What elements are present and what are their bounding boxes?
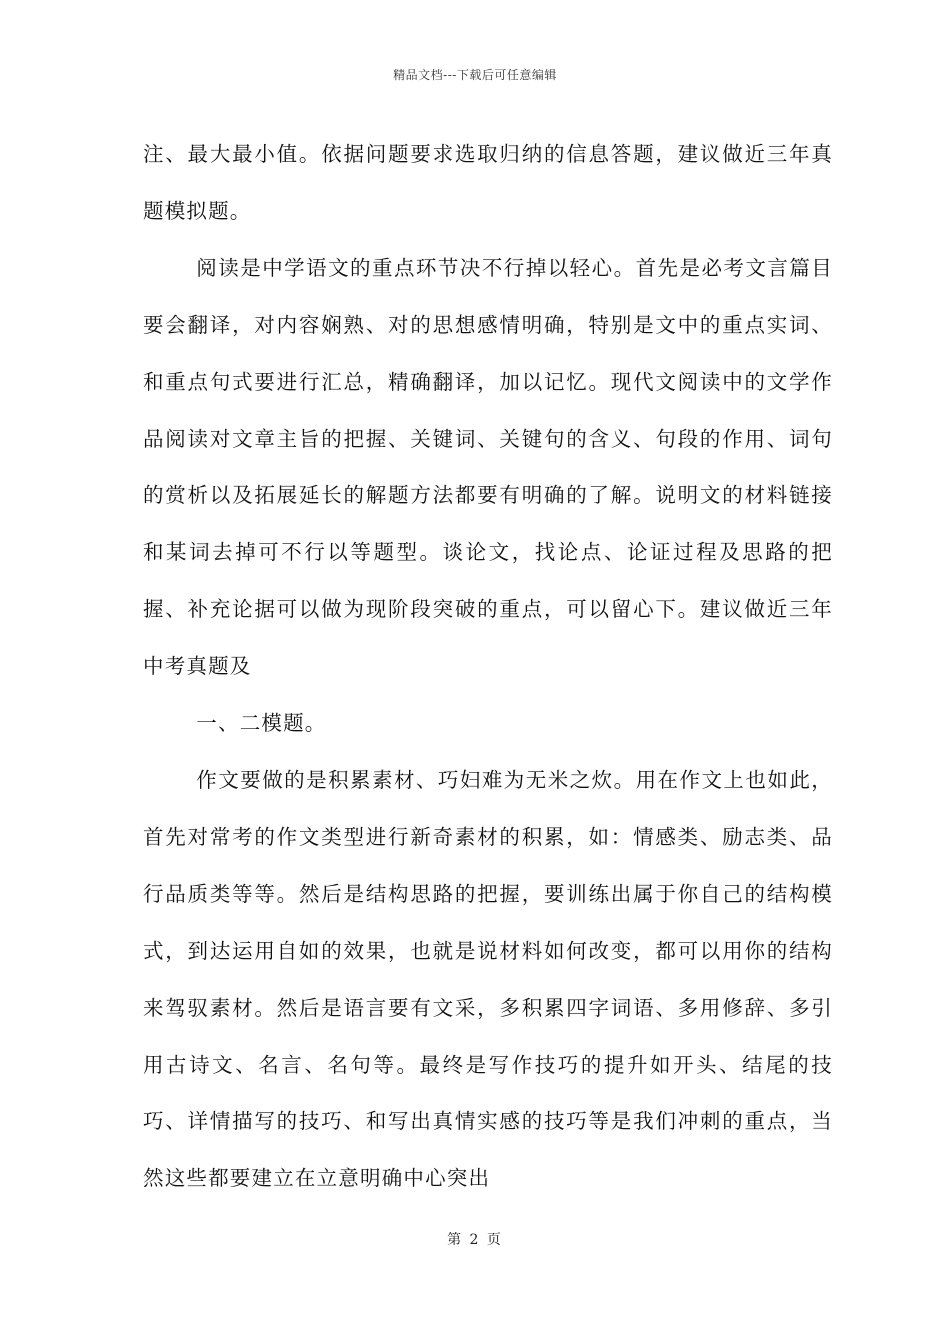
document-body — [143, 126, 833, 1207]
paragraph-mock-exam: 一、二模题。 — [196, 711, 327, 736]
paragraph-continuation: 注、最大最小值。依据问题要求选取归纳的信息答题，建议做近三年真题模拟题。 — [143, 142, 833, 223]
page-header: 精品文档---下载后可任意编辑 — [393, 68, 557, 82]
paragraph-reading: 阅读是中学语文的重点环节决不行掉以轻心。首先是必考文言篇目要会翻译，对内容娴熟、对的思想感情明确，特别是文中的重点实词、和重点句式要进行汇总，精确翻译，加以记忆。现代文阅读中的文学作品阅读对文章主旨的把握、关键词、关键句的含义、句段的作用、词句的赏析以及拓展延长的解题方法都要有明确的了解。说明文的材料链接和某词去掉可不行以等题型。谈论文，找论点、论证过程及思路的把握、补充论据可以做为现阶段突破的重点，可以留心下。建议做近三年中考真题及 — [143, 255, 833, 679]
paragraph-composition: 作文要做的是积累素材、巧妇难为无米之炊。用在作文上也如此，首先对常考的作文类型进行新奇素材的积累，如：情感类、励志类、品行品质类等等。然后是结构思路的把握，要训练出属于你自己的结构模式，到达运用自如的效果，也就是说材料如何改变，都可以用你的结构来驾驭素材。然后是语言要有文采，多积累四字词语、多用修辞、多引用古诗文、名言、名句等。最终是写作技巧的提升如开头、结尾的技巧、详情描写的技巧、和写出真情实感的技巧等是我们冲刺的重点，当然这些都要建立在立意明确中心突出 — [143, 767, 833, 1191]
page-number: 第 2 页 — [447, 1232, 503, 1248]
